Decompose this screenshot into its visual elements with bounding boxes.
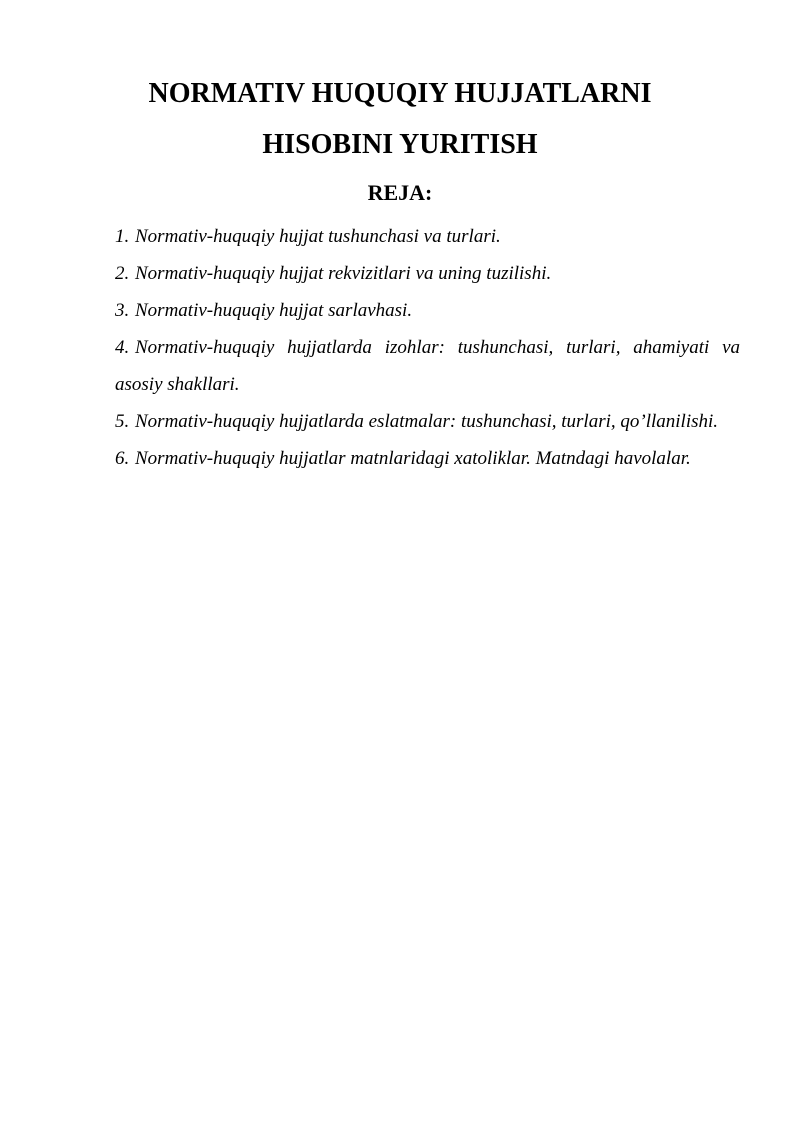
document-title-line-1: NORMATIV HUQUQIY HUJJATLARNI xyxy=(148,78,652,109)
plan-item-number: 6. xyxy=(115,448,130,469)
plan-item-2 xyxy=(115,255,740,292)
plan-item-text: Normativ-huquqiy hujjatlarda izohlar: tushunchasi, turlari, ahamiyati va asosiy shakllari. xyxy=(115,337,740,395)
plan-heading: REJA: xyxy=(367,180,433,205)
plan-item-number: 1. xyxy=(115,226,130,247)
plan-item-text: Normativ-huquqiy hujjat tushunchasi va turlari. xyxy=(135,226,501,247)
plan-item-text: Normativ-huquqiy hujjat sarlavhasi. xyxy=(135,300,413,321)
plan-item-text: Normativ-huquqiy hujjatlar matnlaridagi xatoliklar. Matndagi havolalar. xyxy=(135,448,691,469)
document-title-line-2: HISOBINI YURITISH xyxy=(262,129,538,160)
plan-item-5 xyxy=(115,403,740,440)
plan-item-number: 4. xyxy=(115,337,130,358)
plan-item-text: Normativ-huquqiy hujjatlarda eslatmalar: tushunchasi, turlari, qo’llanilishi. xyxy=(135,411,719,432)
plan-item-3 xyxy=(115,292,740,329)
plan-item-6 xyxy=(115,440,740,477)
plan-item-1 xyxy=(115,218,740,255)
plan-item-number: 3. xyxy=(115,300,130,321)
plan-item-text: Normativ-huquqiy hujjat rekvizitlari va uning tuzilishi. xyxy=(135,263,552,284)
plan-item-number: 5. xyxy=(115,411,130,432)
plan-item-number: 2. xyxy=(115,263,130,284)
plan-list xyxy=(115,218,740,477)
plan-item-4 xyxy=(115,329,740,403)
